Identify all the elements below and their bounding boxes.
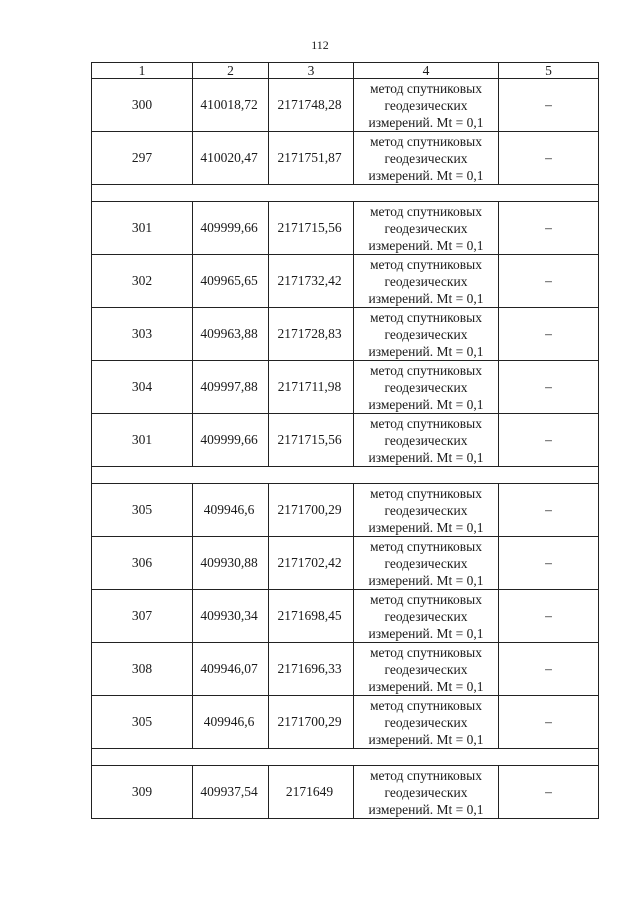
y-coordinate-cell: 2171711,98 [269,361,354,414]
description-cell: – [499,132,599,185]
table-row [92,132,599,185]
method-line: измерений. Mt = 0,1 [368,167,484,183]
method-line: измерений. Mt = 0,1 [368,290,484,306]
separator-row [92,185,599,202]
header-cell-5: 5 [499,63,599,79]
point-number-cell: 297 [92,132,193,185]
description-cell: – [499,308,599,361]
description-cell: – [499,79,599,132]
method-line: геодезических [384,150,468,166]
description-cell: – [499,643,599,696]
x-coordinate-cell: 409999,66 [193,414,269,467]
header-cell-4: 4 [354,63,499,79]
header-cell-3: 3 [269,63,354,79]
method-line: геодезических [384,502,468,518]
table-row [92,308,599,361]
x-coordinate-cell: 409930,34 [193,590,269,643]
table-row [92,202,599,255]
method-line: метод спутниковых [370,415,482,431]
description-cell: – [499,361,599,414]
description-cell: – [499,484,599,537]
x-coordinate-cell: 409997,88 [193,361,269,414]
method-line: метод спутниковых [370,133,482,149]
method-line: метод спутниковых [370,203,482,219]
table-row [92,361,599,414]
point-number-cell: 309 [92,766,193,819]
method-line: метод спутниковых [370,644,482,660]
method-line: геодезических [384,220,468,236]
x-coordinate-cell: 409946,07 [193,643,269,696]
method-cell [354,202,499,255]
method-line: измерений. Mt = 0,1 [368,519,484,535]
y-coordinate-cell: 2171696,33 [269,643,354,696]
point-number-cell: 300 [92,79,193,132]
separator-cell [92,467,599,484]
point-number-cell: 307 [92,590,193,643]
method-line: геодезических [384,326,468,342]
method-cell [354,766,499,819]
point-number-cell: 308 [92,643,193,696]
y-coordinate-cell: 2171732,42 [269,255,354,308]
table-row [92,414,599,467]
header-cell-1: 1 [92,63,193,79]
page-number: 112 [311,38,329,52]
method-line: геодезических [384,714,468,730]
point-number-cell: 301 [92,202,193,255]
y-coordinate-cell: 2171748,28 [269,79,354,132]
x-coordinate-cell: 409946,6 [193,484,269,537]
description-cell: – [499,414,599,467]
method-line: измерений. Mt = 0,1 [368,678,484,694]
method-line: метод спутниковых [370,538,482,554]
y-coordinate-cell: 2171702,42 [269,537,354,590]
x-coordinate-cell: 410018,72 [193,79,269,132]
method-cell [354,79,499,132]
point-number-cell: 303 [92,308,193,361]
method-line: метод спутниковых [370,362,482,378]
method-line: геодезических [384,784,468,800]
method-line: метод спутниковых [370,697,482,713]
y-coordinate-cell: 2171715,56 [269,202,354,255]
description-cell: – [499,255,599,308]
table-row [92,484,599,537]
method-line: геодезических [384,432,468,448]
description-cell: – [499,537,599,590]
method-cell [354,484,499,537]
method-cell [354,361,499,414]
y-coordinate-cell: 2171700,29 [269,484,354,537]
method-cell [354,590,499,643]
method-line: геодезических [384,555,468,571]
method-line: геодезических [384,273,468,289]
method-cell [354,308,499,361]
table-row [92,537,599,590]
point-number-cell: 304 [92,361,193,414]
method-line: метод спутниковых [370,767,482,783]
y-coordinate-cell: 2171698,45 [269,590,354,643]
method-line: геодезических [384,379,468,395]
method-line: измерений. Mt = 0,1 [368,343,484,359]
point-number-cell: 305 [92,484,193,537]
table-row [92,590,599,643]
method-cell [354,696,499,749]
method-line: измерений. Mt = 0,1 [368,396,484,412]
description-cell: – [499,590,599,643]
method-line: геодезических [384,97,468,113]
x-coordinate-cell: 409930,88 [193,537,269,590]
method-cell [354,537,499,590]
y-coordinate-cell: 2171700,29 [269,696,354,749]
point-number-cell: 302 [92,255,193,308]
x-coordinate-cell: 409999,66 [193,202,269,255]
description-cell: – [499,202,599,255]
method-cell [354,414,499,467]
separator-cell [92,749,599,766]
x-coordinate-cell: 409946,6 [193,696,269,749]
point-number-cell: 305 [92,696,193,749]
separator-cell [92,185,599,202]
header-cell-2: 2 [193,63,269,79]
table-body [92,63,599,819]
method-line: метод спутниковых [370,80,482,96]
method-cell [354,643,499,696]
method-line: измерений. Mt = 0,1 [368,449,484,465]
y-coordinate-cell: 2171728,83 [269,308,354,361]
x-coordinate-cell: 410020,47 [193,132,269,185]
method-line: измерений. Mt = 0,1 [368,572,484,588]
method-line: метод спутниковых [370,256,482,272]
separator-row [92,749,599,766]
x-coordinate-cell: 409937,54 [193,766,269,819]
x-coordinate-cell: 409963,88 [193,308,269,361]
table-row [92,696,599,749]
y-coordinate-cell: 2171751,87 [269,132,354,185]
method-line: метод спутниковых [370,485,482,501]
point-number-cell: 306 [92,537,193,590]
method-line: измерений. Mt = 0,1 [368,801,484,817]
table-row [92,255,599,308]
table-header-row [92,63,599,79]
method-cell [354,255,499,308]
table-row [92,643,599,696]
y-coordinate-cell: 2171649 [269,766,354,819]
x-coordinate-cell: 409965,65 [193,255,269,308]
description-cell: – [499,696,599,749]
method-line: геодезических [384,661,468,677]
method-cell [354,132,499,185]
method-line: метод спутниковых [370,309,482,325]
separator-row [92,467,599,484]
method-line: измерений. Mt = 0,1 [368,731,484,747]
method-line: измерений. Mt = 0,1 [368,114,484,130]
method-line: измерений. Mt = 0,1 [368,625,484,641]
coordinates-table [91,62,599,819]
method-line: метод спутниковых [370,591,482,607]
y-coordinate-cell: 2171715,56 [269,414,354,467]
description-cell: – [499,766,599,819]
table-row [92,79,599,132]
method-line: измерений. Mt = 0,1 [368,237,484,253]
table-row [92,766,599,819]
method-line: геодезических [384,608,468,624]
point-number-cell: 301 [92,414,193,467]
